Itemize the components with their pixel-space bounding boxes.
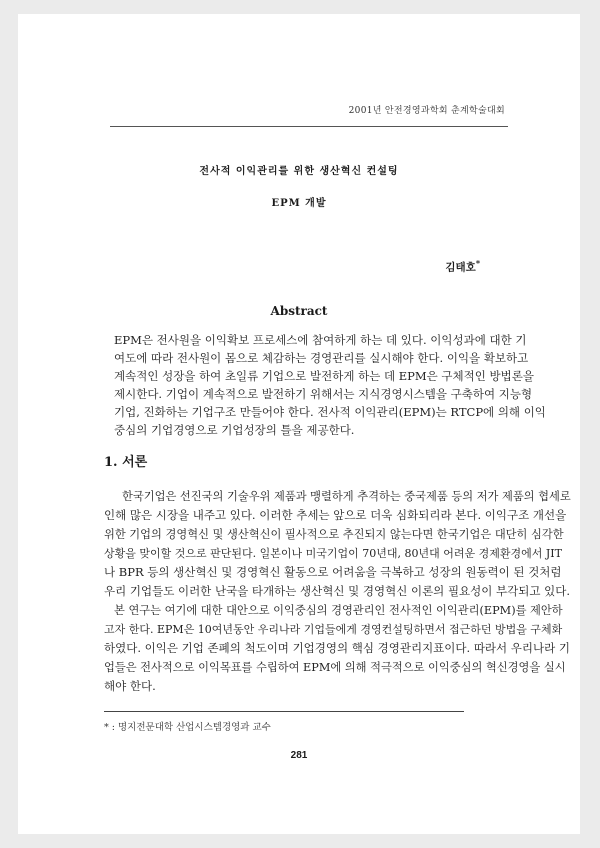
- body-line: 한국기업은 선진국의 기술우위 제품과 맹렬하게 추격하는 중국제품 등의 저가 제품의 협세로: [122, 490, 571, 503]
- body-line: 하였다. 이익은 기업 존폐의 척도이며 기업경영의 핵심 경영관리지표이다. 따라서 우리나라 기: [104, 641, 571, 655]
- section-heading: 1. 서론: [104, 455, 148, 470]
- abstract-line: EPM은 전사원을 이익확보 프로세스에 참여하게 하는 데 있다. 이익성과에 대한 기: [114, 333, 527, 347]
- body-line: 업들은 전사적으로 이익목표를 수립하여 EPM에 의해 적극적으로 이익중심의 혁신경영을 실시: [104, 661, 566, 674]
- abstract-line: 제시한다. 기업이 계속적으로 발전하기 위해서는 지식경영시스템을 구축하여 지능형: [114, 387, 533, 401]
- author-footnote-mark: *: [475, 258, 480, 268]
- abstract-line: 여도에 따라 전사원이 몸으로 체감하는 경영관리를 실시해야 한다. 이익을 확보하고: [114, 351, 529, 365]
- author-name: [445, 258, 480, 275]
- paper-title: EPM 개발: [271, 198, 327, 209]
- body-line: 인해 많은 시장을 내주고 있다. 이러한 추세는 앞으로 더욱 심화되리라 본다. 이익구조 개선을: [104, 508, 567, 522]
- abstract-heading: Abstract: [270, 304, 328, 318]
- header-rule: [110, 126, 508, 127]
- footnote: * : 명지전문대학 산업시스템경영과 교수: [104, 722, 271, 733]
- paper-page: [18, 14, 580, 834]
- footnote-rule: [104, 711, 464, 712]
- abstract-line: 계속적인 성장을 하여 초일류 기업으로 발전하게 하는 데 EPM은 구체적인 방법론을: [114, 369, 534, 383]
- body-line: 우리 기업들도 이러한 난국을 타개하는 생산혁신 및 경영혁신 이론의 필요성이 부각되고 있다.: [104, 584, 571, 598]
- paper-title: 전사적 이익관리를 위한 생산혁신 컨설팅: [199, 166, 399, 177]
- body-line: 상황을 맞이할 것으로 판단된다. 일본이나 미국기업이 70년대, 80년대 어려운 경제환경에서 JIT: [104, 547, 562, 560]
- body-line: 본 연구는 여기에 대한 대안으로 이익중심의 경영관리인 전사적인 이익관리(EPM)를 제안하: [114, 604, 563, 617]
- body-line: 해야 한다.: [104, 679, 156, 693]
- body-line: 고자 한다. EPM은 10여년동안 우리나라 기업들에게 경영컨설팅하면서 접근하던 방법을 구체화: [104, 623, 563, 636]
- author-text: 김태호: [445, 261, 476, 274]
- conference-header: 2001년 안전경영과학회 춘계학술대회: [348, 106, 505, 116]
- abstract-line: 중심의 기업경영으로 기업성장의 틀을 제공한다.: [114, 423, 355, 437]
- body-line: 나 BPR 등의 생산혁신 및 경영혁신 활동으로 어려움을 극복하고 성장의 원동력이 된 것처럼: [104, 565, 562, 579]
- body-line: 위한 기업의 경영혁신 및 생산혁신이 필사적으로 추진되지 않는다면 한국기업은 대단히 심각한: [104, 528, 564, 541]
- page-number: 281: [290, 750, 308, 761]
- abstract-line: 기업, 진화하는 기업구조 만들어야 한다. 전사적 이익관리(EPM)는 RTCP에 의해 이익: [114, 405, 546, 419]
